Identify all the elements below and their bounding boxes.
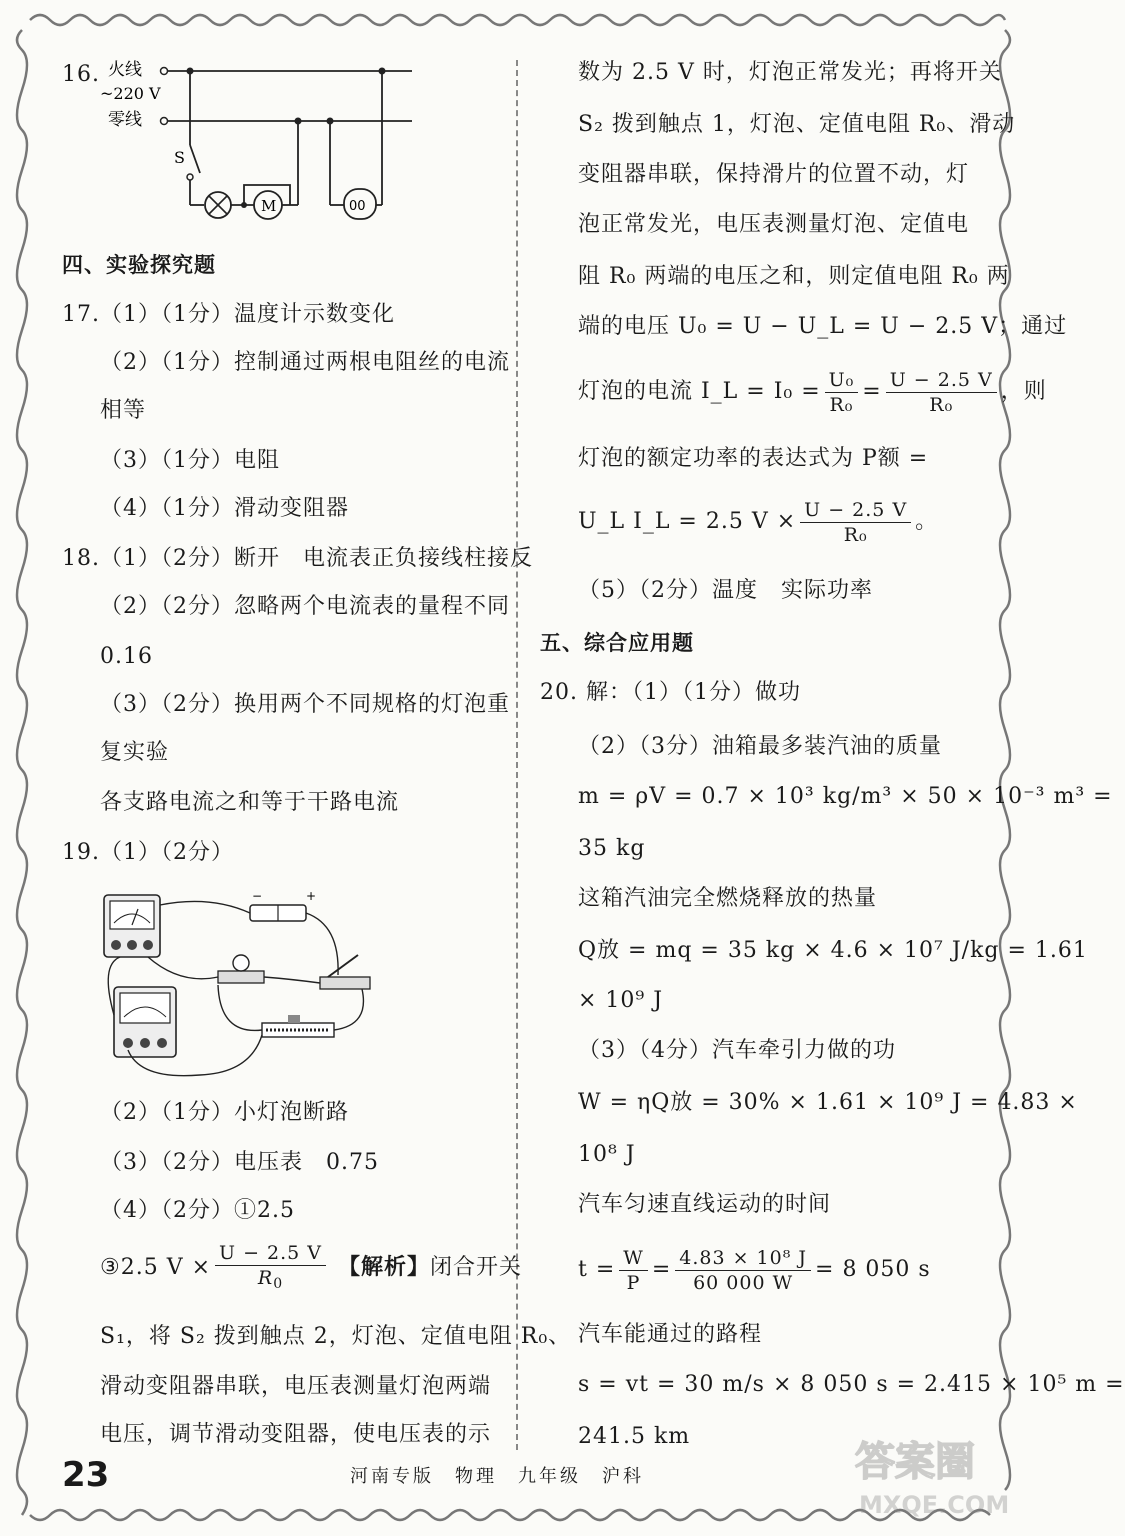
right-line-1: 数为 2.5 V 时，灯泡正常发光；再将开关 [578, 60, 1002, 85]
q19-head: 19.（1）（2分） [62, 840, 234, 865]
right-line-4: 泡正常发光，电压表测量灯泡、定值电 [578, 212, 970, 237]
q20-line-3: m = ρV = 0.7 × 10³ kg/m³ × 50 × 10⁻³ m³ = [578, 784, 1113, 809]
section-5-title: 五、综合应用题 [540, 631, 694, 655]
right-line-5: 阻 R₀ 两端的电压之和，则定值电阻 R₀ 两 [578, 264, 1010, 289]
bulb-icon [218, 955, 264, 983]
section-4-title: 四、实验探究题 [62, 253, 216, 277]
q18-line-1: 18.（1）（2分）断开 电流表正负接线柱接反 [62, 546, 533, 571]
svg-text:−: − [252, 889, 263, 903]
q20-line-10: 10⁸ J [578, 1142, 636, 1167]
neutral-wire-label: 零线 [108, 110, 142, 130]
q20-line-7: × 10⁹ J [578, 988, 664, 1013]
q18-line-5: 复实验 [100, 740, 170, 765]
motor-label: M [261, 197, 277, 215]
time-formula-line: t = $\frac{W}{P}$ = $\frac{\text{4.83 × 10⁸ J}}{60 000 W}$ = 8 050 s [578, 1246, 931, 1294]
q18-line-3: 0.16 [100, 644, 153, 669]
q18-line-2: （2）（2分）忽略两个电流表的量程不同 [100, 594, 510, 619]
power-formula-line: U_L I_L = 2.5 V × $\frac{U - 2.5 V}{\text{R₀}}$ 。 [578, 498, 939, 546]
battery-icon [250, 889, 316, 921]
q19-tail-1: S₁，将 S₂ 拨到触点 2，灯泡、定值电阻 R₀、 [100, 1324, 572, 1349]
live-wire-label: 火线 [108, 60, 142, 80]
current-fraction-1: $\frac{\text{U₀}}{\text{R₀}}$ [825, 368, 859, 417]
time-fraction-2: $\frac{\text{4.83 × 10⁸ J}}{60 000 W}$ [675, 1246, 811, 1295]
time-fraction-1: $\frac{W}{P}$ [619, 1246, 648, 1295]
ammeter-icon [104, 895, 160, 957]
q17-line-5: （4）（1分）滑动变阻器 [100, 496, 349, 521]
q20-line-5: 这箱汽油完全燃烧释放的热量 [578, 886, 878, 911]
q19-part-5: （5）（2分）温度 实际功率 [578, 578, 873, 603]
q19-circuit-drawing [100, 885, 390, 1080]
q17-line-3: 相等 [100, 398, 147, 423]
watermark-bottom: MXQE.COM [859, 1491, 1010, 1519]
power-fraction: $\frac{U - 2.5 V}{\text{R₀}}$ [800, 498, 911, 547]
right-line-2: S₂ 拨到触点 1，灯泡、定值电阻 R₀、滑动 [578, 112, 1016, 137]
q19-fraction-num: U − 2.5 V [215, 1241, 326, 1266]
q19-part-4: （4）（2分）①2.5 [100, 1198, 295, 1223]
q19-part-2: （2）（1分）小灯泡断路 [100, 1100, 349, 1125]
q19-formula-line [100, 1240, 522, 1296]
footer-info: 河南专版 物理 九年级 沪科 [350, 1466, 644, 1487]
q20-line-1: 20. 解：（1）（1分）做功 [540, 680, 801, 705]
voltmeter-icon [114, 987, 176, 1057]
svg-text:00: 00 [349, 199, 366, 214]
q16-circuit-diagram [100, 55, 420, 225]
q19-formula-prefix: ③2.5 V × [100, 1255, 212, 1280]
q20-tail-2: s = vt = 30 m/s × 8 050 s = 2.415 × 10⁵ m = [578, 1372, 1125, 1397]
voltage-label: ~220 V [100, 84, 161, 103]
q19-formula-after: 闭合开关 [430, 1255, 523, 1280]
q19-fraction [215, 1241, 326, 1296]
right-line-6: 端的电压 U₀ = U − U_L = U − 2.5 V；通过 [578, 314, 1068, 339]
watermark-top: 答案圈 [855, 1439, 975, 1485]
power-line-1: 灯泡的额定功率的表达式为 P额 = [578, 446, 929, 471]
q19-tail-3: 电压，调节滑动变阻器，使电压表的示 [100, 1422, 492, 1447]
q19-fraction-den: $R_0$ [257, 1266, 284, 1292]
q20-line-6: Q放 = mq = 35 kg × 4.6 × 10⁷ J/kg = 1.61 [578, 938, 1088, 963]
q20-line-9: W = ηQ放 = 30% × 1.61 × 10⁹ J = 4.83 × [578, 1090, 1078, 1115]
q17-line-4: （3）（1分）电阻 [100, 448, 280, 473]
right-line-3: 变阻器串联，保持滑片的位置不动，灯 [578, 162, 970, 187]
q20-tail-3: 241.5 km [578, 1424, 691, 1449]
q20-line-4: 35 kg [578, 836, 646, 861]
q19-tail-2: 滑动变阻器串联，电压表测量灯泡两端 [100, 1374, 492, 1399]
q17-line-1: 17.（1）（1分）温度计示数变化 [62, 302, 395, 327]
page-number: 23 [62, 1455, 110, 1495]
q16-number: 16. [62, 62, 100, 87]
switch-icon [320, 955, 370, 989]
current-fraction-2: $\frac{U - 2.5 V}{\text{R₀}}$ [886, 368, 997, 417]
q18-line-4: （3）（2分）换用两个不同规格的灯泡重 [100, 692, 510, 717]
switch-label: S [174, 148, 185, 167]
rheostat-icon [262, 1015, 334, 1037]
svg-text:+: + [306, 889, 317, 903]
q20-line-2: （2）（3分）油箱最多装汽油的质量 [578, 734, 942, 759]
q20-tail-1: 汽车能通过的路程 [578, 1322, 763, 1347]
q19-part-3: （3）（2分）电压表 0.75 [100, 1150, 379, 1175]
q18-line-6: 各支路电流之和等于干路电流 [100, 790, 400, 815]
analysis-tag: 【解析】 [338, 1255, 431, 1280]
watermark-logo [845, 1425, 1015, 1525]
q17-line-2: （2）（1分）控制通过两根电阻丝的电流 [100, 350, 510, 375]
q20-line-11: 汽车匀速直线运动的时间 [578, 1192, 832, 1217]
q20-line-8: （3）（4分）汽车牵引力做的功 [578, 1038, 896, 1063]
current-formula-line: 灯泡的电流 I_L = I₀ = $\frac{\text{U₀}}{\text{R₀}}$ = $\frac{U - 2.5 V}{\text{R₀}}$ ，则 [578, 368, 1047, 416]
